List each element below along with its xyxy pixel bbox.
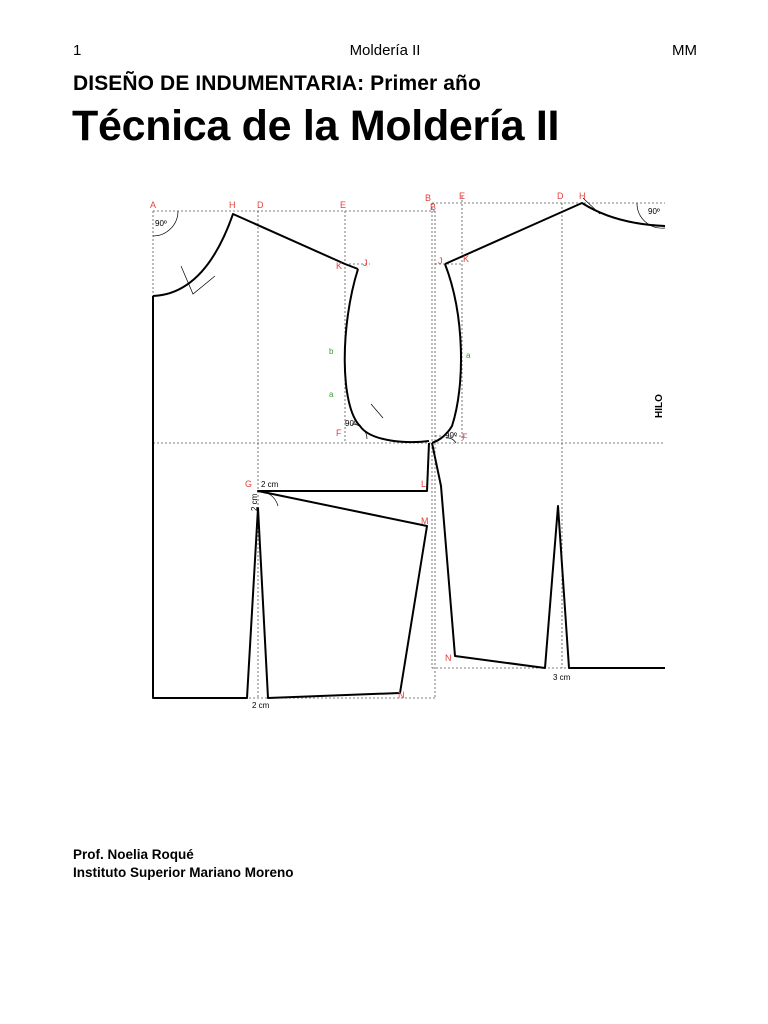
point-label-d: D	[257, 200, 264, 210]
point-label-k: K	[336, 261, 343, 271]
point-label-j-right: J	[438, 256, 443, 266]
page-header	[73, 42, 697, 62]
angle-label-top-right: 90º	[648, 207, 660, 216]
point-label-e-right: E	[459, 191, 466, 201]
point-label-b-upper: B	[425, 193, 432, 203]
header-initials: MM	[672, 42, 697, 59]
measure-2cm-bottom: 2 cm	[252, 701, 270, 710]
measure-3cm-bottom: 3 cm	[553, 673, 571, 682]
point-label-d-right: D	[557, 191, 564, 201]
point-label-l: L	[421, 479, 427, 489]
point-label-b-lower: B	[430, 202, 437, 212]
point-label-m: M	[421, 516, 429, 526]
point-label-h: H	[229, 200, 236, 210]
point-label-n: N	[398, 690, 405, 700]
point-label-a: A	[150, 200, 157, 210]
page-title: Técnica de la Moldería II	[72, 102, 560, 150]
grain-line-label: HILO	[654, 394, 665, 418]
point-label-j: J	[363, 258, 368, 268]
angle-label-armhole-right: 90º	[445, 431, 457, 440]
angle-label-armhole-left: 90º	[345, 419, 357, 428]
point-label-h-right: H	[579, 191, 586, 201]
point-label-k-right: K	[463, 254, 470, 264]
course-subtitle: DISEÑO DE INDUMENTARIA: Primer año	[73, 72, 481, 95]
pattern-point-labels-left	[150, 200, 429, 700]
point-label-a-right: a	[466, 351, 471, 360]
measure-2cm-horizontal: 2 cm	[261, 480, 279, 489]
point-label-f-right: F	[462, 432, 468, 442]
author-institution: Instituto Superior Mariano Moreno	[73, 865, 294, 880]
point-label-n-right: N	[445, 653, 452, 663]
point-label-a-small: a	[329, 390, 334, 399]
point-label-g: G	[245, 479, 253, 489]
page-number: 1	[73, 42, 82, 59]
pattern-diagram	[145, 186, 665, 716]
pattern-angle-marks	[153, 198, 665, 506]
point-label-f: F	[336, 428, 342, 438]
pattern-outlines	[153, 203, 665, 698]
author-name: Prof. Noelia Roqué	[73, 847, 194, 862]
document-title: Moldería II	[349, 42, 421, 59]
point-label-b: b	[329, 347, 334, 356]
point-label-e: E	[340, 200, 347, 210]
pattern-guide-lines	[153, 196, 665, 698]
angle-label-top-left: 90º	[155, 219, 167, 228]
author-block	[73, 846, 294, 882]
measure-2cm-vertical: 2 cm	[250, 493, 259, 511]
